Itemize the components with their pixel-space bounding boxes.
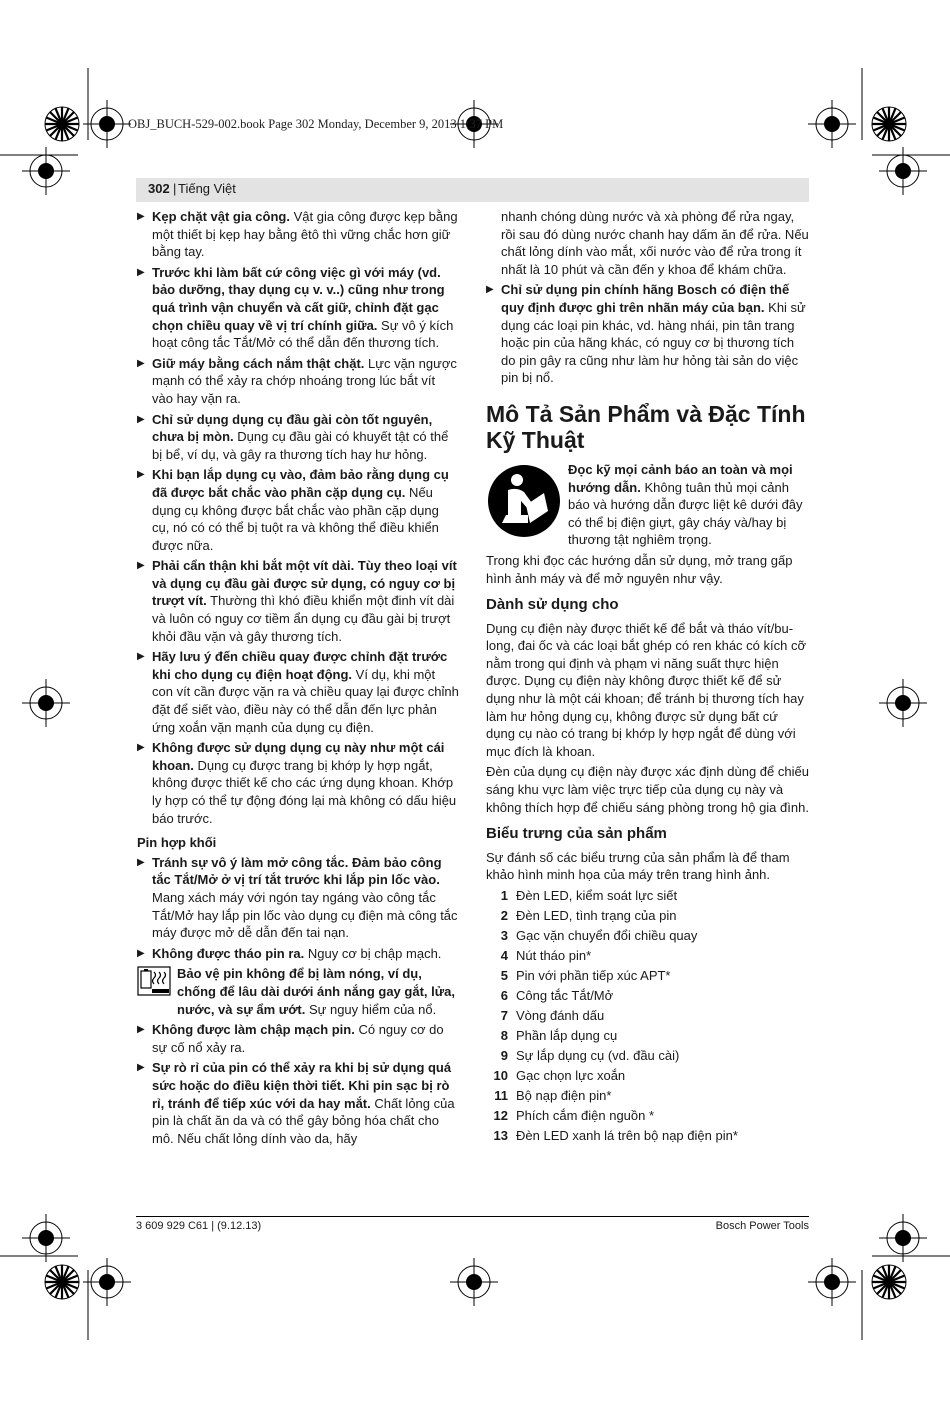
list-item: 3 Gạc vặn chuyển đổi chiều quay [500,927,698,943]
battery-item: ▶ Chỉ sử dụng pin chính hãng Bosch có điện thế quy định được ghi trên nhãn máy của bạn. Khi sử dụng các loại pin khác, vd. hàng nhái, pin tân trang hoặc pin của hãng khác, có nguy cơ bị thương tích do pin gây ra cũng như làm hư hỏng tài sản do việc pin bị nổ. [486,282,806,386]
bullet-triangle-icon: ▶ [137,856,145,868]
list-item: 7 Vòng đánh dấu [500,1007,605,1023]
footer-brand: Bosch Power Tools [715,1220,809,1232]
symbols-heading: Biểu trưng của sản phẩm [486,825,667,843]
book-metadata-line: OBJ_BUCH-529-002.book Page 302 Monday, December 9, 2013 1:37 PM [128,117,504,131]
list-item: 5 Pin với phần tiếp xúc APT* [500,967,671,983]
right-column [486,208,810,1147]
list-item: 12 Phích cắm điện nguồn * [493,1107,655,1123]
left-column [137,208,459,1150]
symbols-intro: Sự đánh số các biểu trưng của sản phẩm là để tham khảo hình minh họa của máy trên trang hình ảnh. [486,849,790,883]
safety-item: ▶ Giữ máy bằng cách nắm thật chặt. Lực vặn ngược mạnh có thể xảy ra chớp nhoáng trong lúc bắt vít vào hay vặn ra. [137,355,457,406]
list-item: 4 Nút tháo pin* [500,947,592,963]
intended-use-heading: Dành sử dụng cho [486,596,619,614]
page-number: 302 [148,181,170,196]
bullet-triangle-icon: ▶ [137,413,145,425]
bullet-triangle-icon: ▶ [137,1062,145,1074]
safety-item: ▶ Khi bạn lắp dụng cụ vào, đảm bảo rằng dụng cụ đã được bắt chắc vào phần cặp dụng cụ. Nếu dụng cụ không được bắt chắc vào phần cặp dụng cụ, nó có có thể bị tuột ra và không thể điều khiển được nữa. [137,467,449,553]
bullet-triangle-icon: ▶ [137,560,145,572]
fold-instruction: Trong khi đọc các hướng dẫn sử dụng, mở trang gấp hình ảnh máy và để mở nguyên như vậy. [486,552,793,586]
bullet-triangle-icon: ▶ [137,266,145,278]
page-header [136,178,809,202]
bullet-triangle-icon: ▶ [137,469,145,481]
list-item: 6 Công tắc Tắt/Mở [500,987,614,1003]
list-item: 13 Đèn LED xanh lá trên bộ nạp điện pin* [493,1127,738,1143]
battery-item: ▶ Sự rò rỉ của pin có thể xảy ra khi bị sử dụng quá sức hoặc do điều kiện thời tiết. Khi pin sạc bị rò rỉ, tránh để tiếp xúc với da hay mắt. Chất lỏng của pin là chất ăn da và có thể gây bỏng hóa chất cho mô. Nếu chất lỏng dính vào da, hãy [137,1060,455,1146]
header-separator: | [173,181,177,196]
read-manual-warning: Đọc kỹ mọi cảnh báo an toàn và mọi hướng dẫn. Không tuân thủ mọi cảnh báo và hướng dẫn được liệt kê dưới đây có thể bị điện giựt, gây cháy và/hay bị thương tật nghiêm trọng. [486,461,810,549]
list-item: 2 Đèn LED, tình trạng của pin [500,907,677,923]
component-list [486,887,810,1144]
safety-item: ▶ Không được sử dụng dụng cụ này như một cái khoan. Dụng cụ được trang bị khớp ly hợp ngắt, không được thiết kế cho các ứng dụng khoan. Khớp ly hợp có thể tự động đóng lại mà không có dấu hiệu báo trước. [137,740,457,826]
bullet-triangle-icon: ▶ [137,1024,145,1036]
bullet-triangle-icon: ▶ [137,357,145,369]
bullet-triangle-icon: ▶ [137,211,145,222]
continued-text: nhanh chóng dùng nước và xà phòng để rửa ngay, rồi sau đó dùng nước chanh hay dấm ăn để rửa. Nếu chất lỏng dính vào mắt, xối nước vào để rửa trong ít nhất là 10 phút và cần đến y khoa để khám chữa. [501,209,809,277]
bullet-triangle-icon: ▶ [137,651,145,663]
footer-doc-number: 3 609 929 C61 | (9.12.13) [136,1220,262,1232]
safety-item: ▶ Chỉ sử dụng dụng cụ đầu gài còn tốt nguyên, chưa bị mòn. Dụng cụ đầu gài có khuyết tật có thể bị bể, ví dụ, và gây ra thương tích hay hư hỏng. [137,411,449,462]
battery-heading: Pin hợp khối [137,835,217,851]
footer-rule [136,1216,809,1217]
header-language: Tiếng Việt [178,181,236,196]
safety-item: ▶ Phải cẩn thận khi bắt một vít dài. Tùy theo loại vít và dụng cụ đầu gài được sử dụng, có nguy cơ bị trượt vít. Thường thì khó điều khiển một đinh vít dài và luôn có nguy cơ tiềm ẩn dụng cụ đầu gài bị trượt khỏi đầu vặn và gây thương tích. [137,558,457,644]
bullet-triangle-icon: ▶ [486,284,494,296]
list-item: 9 Sự lắp dụng cụ (vd. đầu cài) [500,1047,680,1063]
section-title: Mô Tả Sản Phẩm và Đặc Tính Kỹ Thuật [486,400,806,453]
read-manual-icon [486,463,562,539]
battery-heat-icon [137,966,171,996]
intended-use-paragraph: Dụng cụ điện này được thiết kế để bắt và tháo vít/bu-long, đai ốc và các loại bắt ghép có ren khác có kích cỡ nằm trong qui định và phạm vi năng suất thực hiện được. Dụng cụ điện này không được thiết kế để sử dụng như là một cái khoan; để tránh bị thương tích hay làm hư hỏng dụng cụ, không được sử dụng bất cứ dụng cụ nào có trang bị khớp ly hợp ngắt để dùng với mục đích là khoan. [486,620,806,759]
safety-item: ▶ Trước khi làm bất cứ công việc gì với máy (vd. bảo dưỡng, thay dụng cụ v. v..) cũng như trong quá trình vận chuyển và cất giữ, chỉnh đặt gạc chọn chiều quay về vị trí chính giữa. Sự vô ý kích hoạt công tắc Tắt/Mở có thể dẫn đến thương tích. [137,264,454,351]
bullet-triangle-icon: ▶ [137,947,145,959]
safety-item: ▶ Hãy lưu ý đến chiều quay được chỉnh đặt trước khi cho dụng cụ điện hoạt động. Ví dụ, khi một con vít cần được vặn ra và chiều quay lại được chỉnh đặt để siết vào, điều này có thể dẫn đến lực phản ứng xoắn vặn mạnh của dụng cụ điện. [137,649,459,735]
battery-item: ▶ Không được tháo pin ra. Nguy cơ bị chập mạch. [137,945,442,961]
bullet-triangle-icon: ▶ [137,742,145,754]
list-item: 8 Phần lắp dụng cụ [500,1027,618,1043]
safety-item: ▶ Kẹp chặt vật gia công. Vật gia công được kẹp bằng một thiết bị kẹp hay bằng êtô thì vững chắc hơn giữ bằng tay. [137,209,458,260]
list-item: 1 Đèn LED, kiểm soát lực siết [500,888,678,903]
battery-item: ▶ Tránh sự vô ý làm mở công tắc. Đảm bảo công tắc Tắt/Mở ở vị trí tắt trước khi lắp pin lốc vào. Mang xách máy với ngón tay ngáng vào công tắc Tắt/Mở hay lắp pin lốc vào dụng cụ điện mà công tắc máy được mở dễ dẫn đến tai nạn. [137,854,458,941]
intended-use-paragraph: Đèn của dụng cụ điện này được xác định dùng để chiếu sáng khu vực làm việc trực tiếp của dụng cụ này và không thích hợp để chiếu sáng phòng trong hộ gia đình. [486,764,809,815]
battery-heat-warning: Bảo vệ pin không để bị làm nóng, ví dụ, chống để lâu dài dưới ánh nắng gay gắt, lửa, nước, và sự ẩm ướt. Sự nguy hiểm của nổ. [137,965,459,1018]
battery-item: ▶ Không được làm chập mạch pin. Có nguy cơ do sự cố nổ xảy ra. [137,1022,444,1055]
list-item: 10 Gạc chọn lực xoắn [493,1067,626,1083]
list-item: 11 Bộ nạp điện pin* [494,1087,612,1103]
